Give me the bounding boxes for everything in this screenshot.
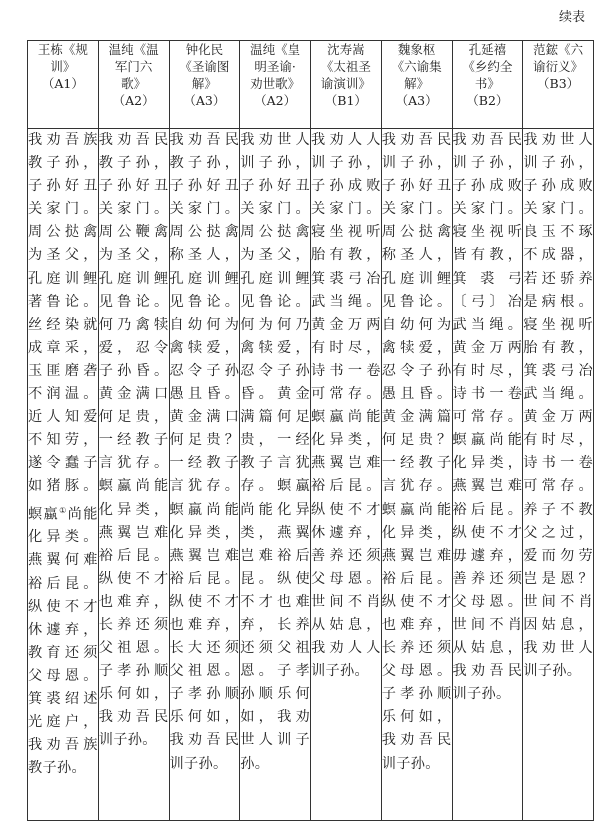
comparison-table [27,40,594,821]
column-code: （B2） [466,93,509,108]
text-cell [311,129,382,821]
song-text: 我劝吾民训子孙，子孙成败关家门。寝坐视听皆有教，箕裘弓〔弓〕冶武当绳。黄金万两有时尽，诗书一卷可常存。螟蠃尚能化异类，燕翼岂难裕后昆。纵使不才毋遽弃，善养还须父母恩。世间不肖从姑息，我劝吾民训子孙。 [452,132,523,703]
column-title-line: 钟化民 [185,42,224,57]
column-title-line: 明圣谕· [254,59,296,74]
column-code: （A1） [41,76,84,91]
column-title-line: 解》 [404,76,430,91]
column-title-line: 训》 [50,59,76,74]
text-cell [381,129,452,821]
column-header [311,41,382,129]
text-cell [169,129,240,821]
column-title-line: 魏象枢 [397,42,436,57]
column-header [169,41,240,129]
column-code: （A2） [254,93,297,108]
header-row [28,41,594,129]
column-title-line: 《太祖圣 [320,59,371,74]
column-title-line: 《圣谕图 [179,59,230,74]
song-text: 我劝吾民教子孙，子孙好丑关家门。周公鞭禽为圣父，孔庭训鲤见鲁论。何乃禽犊爱，忍令子孙昏。黄金满口何足贵，一经教子言犹存。螟蠃尚能化异类，燕翼岂难裕后昆。纵使不才也难弃，长养还须父祖恩。子孝孙顺乐何如，我劝吾民训子孙。 [98,132,169,749]
column-header [523,41,594,129]
column-title-line: 军门六 [114,59,153,74]
column-title-line: 谕演训》 [320,76,371,91]
column-title-line: 《乡约全 [462,59,513,74]
column-code: （A3） [395,93,438,108]
column-title-line: 解》 [191,76,217,91]
column-code: （B1） [324,93,367,108]
text-cell [523,129,594,821]
column-title-line: 王栋《规 [37,42,88,57]
column-title-line: 温纯《温 [108,42,159,57]
continued-label: 续表 [558,10,585,25]
text-cell [240,129,311,821]
column-title-line: 范鋐《六 [533,42,584,57]
song-text: 我劝吾民教子孙，子孙好丑关家门。周公挞禽称圣人，孔庭训鲤见鲁论。自幼何为禽犊爱，忍令子孙愚且昏。黄金满口何足贵？一经教子言犹存。螟蠃尚能化异类，燕翼岂难裕后昆。纵使不才也难弃，长大还须父祖恩。子孝孙顺乐何如，我劝吾民训子孙。 [169,132,240,772]
column-header [452,41,523,129]
text-cell [98,129,169,821]
column-title-line: 沈寿嵩 [327,42,365,57]
footnote-marker: ① [59,505,68,515]
song-text: 我劝世人训子孙，子孙好丑关家门。周公挞禽为圣父，孔庭训鲤见鲁论。何为何乃禽犊爱，忍令子孙昏。黄金满篇何足贵，一经教子言犹存。螟蠃尚能化异类，燕翼岂难裕后昆。纵使不才也难弃，长养还须父祖恩。子孝孙顺乐何如，我劝世人训子孙。 [240,132,310,772]
column-title-line: 孔延禧 [468,42,507,57]
column-header [28,41,99,129]
text-cell [452,129,523,821]
column-header [98,41,169,129]
column-header [240,41,311,129]
text-row [28,129,594,821]
song-text: 我劝吾民训子孙，子孙好丑关家门。周公挞禽称圣人，孔庭训鲤见鲁论。自幼何为禽犊爱，忍令子孙愚且昏。黄金满篇何足贵？一经教子言犹存。螟蠃尚能化异类，燕翼岂难裕后昆。纵使不才也难弃，长养还须父母恩。子孝孙顺乐何如，我劝吾民训子孙。 [381,132,452,772]
column-title-line: 温纯《皇 [250,42,301,57]
song-text: 我劝人人训子孙，子孙成败关家门。寝坐视听胎有教，箕裘弓冶武当绳。黄金万两有时尽，诗书一卷可常存。螟蠃尚能化异类，燕翼岂难裕后昆。纵使不才休遽弃，善养还须父母恩。世间不肖从姑息，我劝人人训子孙。 [311,132,381,680]
column-title-line: 《六谕集 [391,59,442,74]
column-title-line: 书》 [474,76,500,91]
column-title-line: 谕衍义》 [533,59,584,74]
song-text: 我劝吾族教子孙，子孙好丑关家门。周公挞禽为圣父，孔庭训鲤著鲁论。丝经染就成章采，玉匪磨砻不润温。近人知爱不知劳，遂令蠢子如猪豚。螟蠃①尚能化异类。燕翼何难裕后昆。纵使不才休遽弃，教育还须父母恩。箕裘绍述光庭户，我劝吾族教子孙。 [28,132,98,777]
column-code: （B3） [537,76,580,91]
column-code: （A3） [183,93,226,108]
song-text: 我劝世人训子孙，子孙成败关家门。良玉不琢不成器，若还骄养是病根。寝坐视听胎有教，箕裘弓冶武当绳。黄金万两有时尽，诗书一卷可常存。养子不教父之过，爱而勿劳岂是恩？世间不肖因姑息，我劝世人训子孙。 [523,132,593,680]
column-title-line: 劝世歌》 [250,76,301,91]
column-title-line: 歌》 [121,76,147,91]
column-header [381,41,452,129]
text-cell [28,129,99,821]
column-code: （A2） [112,93,155,108]
